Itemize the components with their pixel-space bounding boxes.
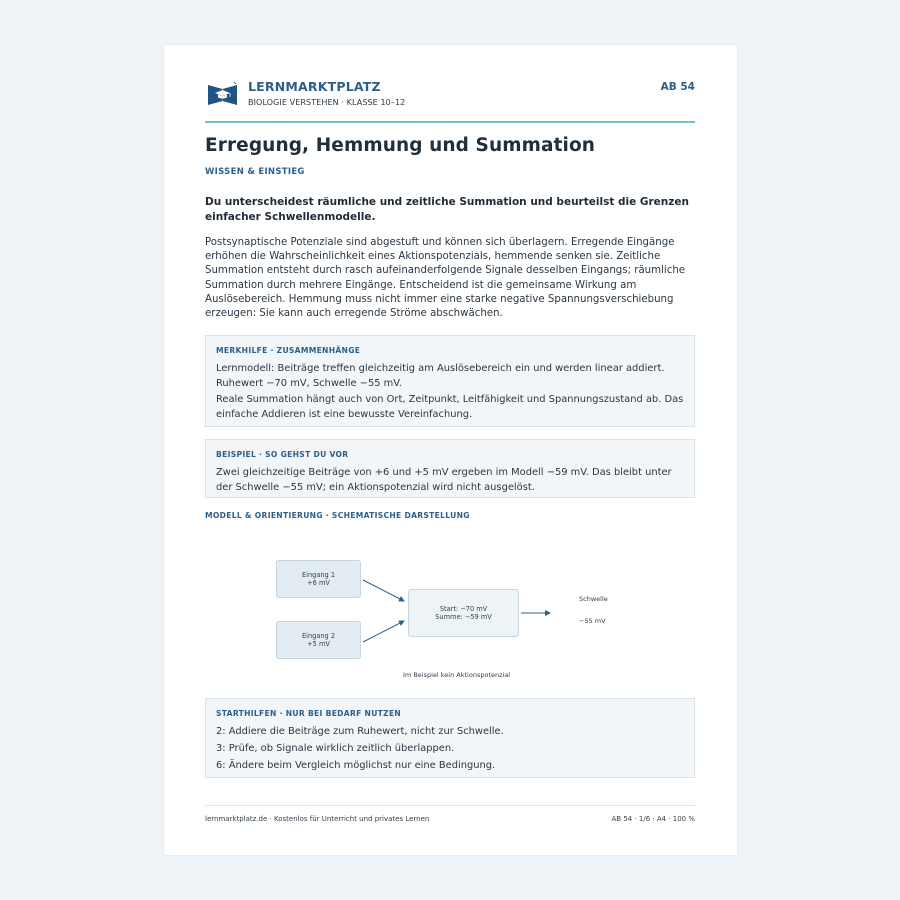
- book-graduation-cap-icon: [207, 81, 238, 107]
- worksheet-code: AB 54: [660, 81, 695, 93]
- merkhilfe-label: MERKHILFE · ZUSAMMENHÄNGE: [216, 346, 361, 355]
- input2-name: Eingang 2: [301, 632, 336, 640]
- threshold-value: −55 mV: [579, 617, 606, 625]
- input1-value: +6 mV: [307, 579, 330, 587]
- start-value: Start: −70 mV: [439, 605, 488, 613]
- page-header: [205, 79, 695, 123]
- input-node-1: [276, 560, 361, 598]
- footer-page-info: AB 54 · 1/6 · A4 · 100 %: [611, 815, 695, 823]
- input-node-2: [276, 621, 361, 659]
- starthilfe-item: 6: Ändere beim Vergleich möglichst nur eine Bedingung.: [216, 760, 496, 771]
- threshold-label: Schwelle: [579, 595, 608, 603]
- arrow-input2: [363, 621, 404, 642]
- starthilfe-item: 2: Addiere die Beiträge zum Ruhewert, nicht zur Schwelle.: [216, 726, 504, 737]
- summation-node: [408, 589, 519, 637]
- merkhilfe-box: [205, 335, 695, 427]
- sum-value: Summe: −59 mV: [435, 613, 492, 621]
- page-title: Erregung, Hemmung und Summation: [205, 135, 596, 156]
- merkhilfe-text-1: Lernmodell: Beiträge treffen gleichzeitig am Auslösebereich ein und werden linear addiert. Ruhewert −70 mV, Schwelle −55 mV.: [216, 363, 665, 389]
- input2-value: +5 mV: [307, 640, 330, 648]
- input1-name: Eingang 1: [301, 571, 336, 579]
- starthilfe-item: 3: Prüfe, ob Signale wirklich zeitlich überlappen.: [216, 743, 455, 754]
- arrow-input1: [363, 580, 404, 601]
- section-kicker: WISSEN & EINSTIEG: [205, 167, 305, 177]
- footer-divider: [205, 805, 695, 806]
- starthilfen-label: STARTHILFEN · NUR BEI BEDARF NUTZEN: [216, 709, 402, 718]
- beispiel-label: BEISPIEL · SO GEHST DU VOR: [216, 450, 349, 459]
- intro-text: Postsynaptische Potenziale sind abgestuft und können sich überlagern. Erregende Eingänge erhöhen die Wahrscheinlichkeit eines Aktionspotenzials, hemmende senken sie. Zeitliche Summation entsteht durch rasch aufeinanderfolgende Signale desselben Eingangs; räumliche Summation durch mehrere Eingänge. Entscheidend ist die gemeinsame Wirkung am Auslösebereich. Hemmung muss nicht immer eine starke negative Spannungsverschiebung erzeugen: Sie kann auch erregende Ströme abschwächen.: [205, 237, 686, 320]
- learning-goal: Du unterscheidest räumliche und zeitliche Summation und beurteilst die Grenzen einfacher Schwellenmodelle.: [205, 196, 689, 223]
- brand-name: LERNMARKTPLATZ: [248, 79, 381, 94]
- header-divider: [205, 121, 695, 123]
- summation-diagram: [205, 535, 695, 695]
- diagram-caption: Im Beispiel kein Aktionspotenzial: [403, 671, 511, 679]
- starthilfen-box: [205, 698, 695, 778]
- modell-label: MODELL & ORIENTIERUNG · SCHEMATISCHE DARSTELLUNG: [205, 511, 470, 520]
- footer-site: lernmarktplatz.de · Kostenlos für Unterricht und privates Lernen: [205, 815, 430, 823]
- merkhilfe-text-2: Reale Summation hängt auch von Ort, Zeitpunkt, Leitfähigkeit und Spannungszustand ab. Das einfache Addieren ist eine bewusste Vereinfachung.: [216, 394, 684, 420]
- worksheet-page: [164, 45, 737, 855]
- beispiel-box: [205, 439, 695, 498]
- brand-subtitle: BIOLOGIE VERSTEHEN · KLASSE 10–12: [248, 98, 406, 107]
- beispiel-text: Zwei gleichzeitige Beiträge von +6 und +5 mV ergeben im Modell −59 mV. Das bleibt unter der Schwelle −55 mV; ein Aktionspotenzial wird nicht ausgelöst.: [216, 467, 672, 493]
